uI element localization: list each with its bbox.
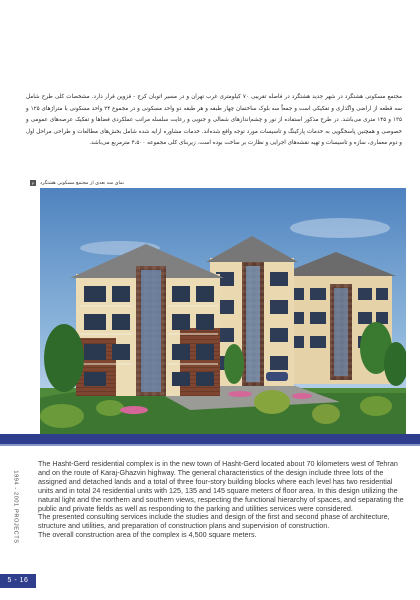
persian-description: مجتمع مسکونی هشتگرد در شهر جدید هشتگرد در فاصله تقریبی ۷۰ کیلومتری غرب تهران و در مسیر اتوبان کرج - قزوین قرار دارد. مشخصات کلی طرح شامل سه قطعه از اراضی واگذاری و تفکیکی است و جمعاً سه بلوک ساختمان چهار طبقه و هر طبقه دو واحد مسکونی و در مجموع ۲۴ واحد مسکونی با متراژهای ۱۲۵ و ۱۳۵ و ۱۴۵ متری می‌باشد. در طرح مذکور استفاده از نور و چشم‌اندازهای شمالی و جنوبی و رعایت سلسله مراتب عملکردی فضاها و تفکیک عرصه‌های عمومی و خصوصی و همچنین پاسخگویی به خدمات پارکینگ و تاسیسات مورد توجه واقع شده‌اند. خدمات مشاوره ارایه شده شامل بخش‌های مطالعات و طراحی مراحل اول و دوم معماری، سازه و تاسیسات و تهیه نقشه‌های اجرایی و نظارت بر ساخت بوده است. زیربنای کلی مجموعه ۴،۵۰۰ مترمربع می‌باشد. <box>26 94 402 147</box>
english-paragraph-3: The overall construction area of the complex is 4,500 square meters. <box>38 530 257 540</box>
building-rendering <box>40 188 406 434</box>
english-paragraph-2: The presented consulting services include the studies and design of the first and second phase of architecture, structure and utilities, and preparation of construction plans and supervision of construction. <box>38 512 390 531</box>
side-label-text: 1994 - 2001 PROJECTS <box>13 470 19 544</box>
accent-band <box>0 434 420 444</box>
english-description <box>38 460 406 540</box>
caption-number: ۳ <box>31 180 35 186</box>
page-number: 5 - 16 <box>0 574 36 588</box>
side-label <box>10 444 22 570</box>
figure-caption <box>30 178 402 188</box>
caption-text: نمای سه بعدی از مجتمع مسکونی هشتگرد <box>40 180 125 186</box>
english-paragraph-1: The Hasht-Gerd residential complex is in the new town of Hasht-Gerd located about 70 kilometers west of Tehran and on the route of Karaj-Ghazvin highway. The general characteristics of the design include three lots of the assigned and detached lands and a total of three four-story building blocks where each level has two residential units and in total 24 residential units with 125, 135 and 145 square meters of floor area. In this design utilizing the natural light and the northern and southern views, respecting the functional hierarchy of spaces, and separating the public and private fields as well as responding to the parking and utilities services were considered. <box>38 459 404 513</box>
